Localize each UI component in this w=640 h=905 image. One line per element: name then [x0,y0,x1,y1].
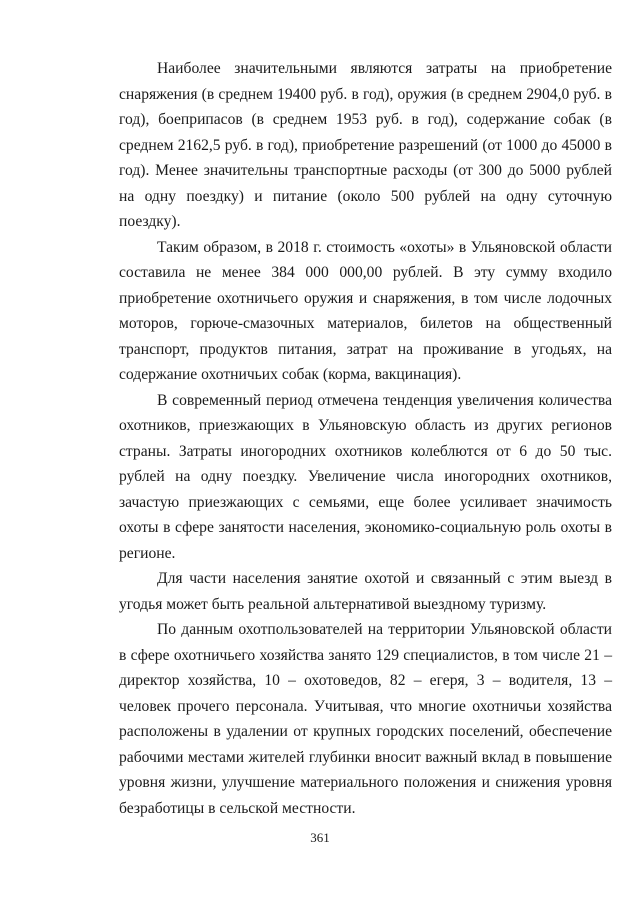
paragraph-visiting-hunters: В современный период отмечена тенденция увеличения количества охотников, приезжающих в Ульяновскую область из других регионов страны. Затраты иногородних охотников колеблются от 6 до 50 тыс. рублей на одну поездку. Увеличение числа иногородних охотников, зачастую приезжающих с семьями, еще более усиливает значимость охоты в сфере занятости населения, экономико-социальную роль охоты в регионе. [119,391,612,562]
page-number: 361 [310,830,330,845]
body-text [119,56,612,821]
paragraph-employment: По данным охотпользователей на территории Ульяновской области в сфере охотничьего хозяйства занято 129 специалистов, в том числе 21 – директор хозяйства, 10 – охотоведов, 82 – егеря, 3 – водителя, 13 – человек прочего персонала. Учитывая, что многие охотничьи хозяйства расположены в удалении от крупных городских поселений, обеспечение рабочими местами жителей глубинки вносит важный вклад в повышение уровня жизни, улучшение материального положения и снижения уровня безработицы в сельской местности. [119,621,612,817]
paragraph-expenses: Наиболее значительными являются затраты на приобретение снаряжения (в среднем 19400 руб. в год), оружия (в среднем 2904,0 руб. в год), боеприпасов (в среднем 1953 руб. в год), содержание собак (в среднем 2162,5 руб. в год), приобретение разрешений (от 1000 до 45000 в год). Менее значительны транспортные расходы (от 300 до 5000 рублей на одну поездку) и питание (около 500 рублей на одну суточную поездку). [119,60,612,230]
paragraph-hunting-cost: Таким образом, в 2018 г. стоимость «охоты» в Ульяновской области составила не менее 384 000 000,00 рублей. В эту сумму входило приобретение охотничьего оружия и снаряжения, в том числе лодочных моторов, горюче-смазочных материалов, билетов на общественный транспорт, продуктов питания, затрат на проживание в угодьях, на содержание охотничьих собак (корма, вакцинация). [119,238,612,383]
paragraph-alternative-tourism: Для части населения занятие охотой и связанный с этим выезд в угодья может быть реальной альтернативой выездному туризму. [119,570,612,613]
